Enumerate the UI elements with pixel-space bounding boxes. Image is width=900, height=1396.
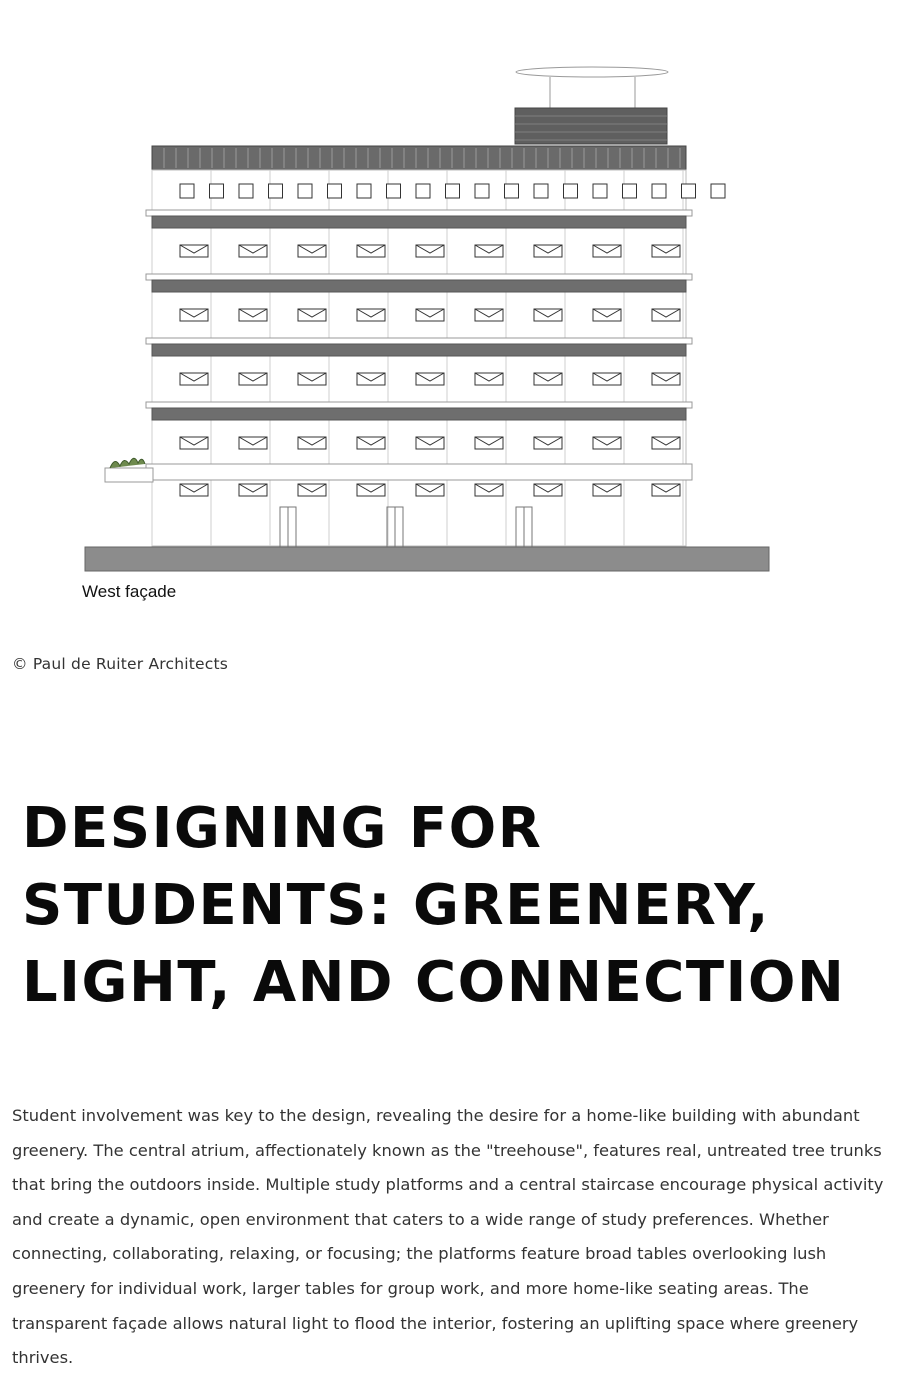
- window: [475, 245, 503, 257]
- window: [239, 184, 253, 198]
- window: [475, 184, 489, 198]
- window: [475, 373, 503, 385]
- window: [298, 184, 312, 198]
- window: [475, 437, 503, 449]
- west-facade-elevation-drawing: [80, 60, 780, 580]
- window: [652, 373, 680, 385]
- window: [298, 309, 326, 321]
- window: [534, 309, 562, 321]
- window: [534, 373, 562, 385]
- window: [623, 184, 637, 198]
- window: [357, 484, 385, 496]
- window: [593, 184, 607, 198]
- photo-credit: © Paul de Ruiter Architects: [12, 655, 229, 673]
- window: [180, 184, 194, 198]
- window: [593, 373, 621, 385]
- window: [475, 484, 503, 496]
- window: [652, 184, 666, 198]
- section-headline: DESIGNING FOR STUDENTS: GREENERY, LIGHT, AND CONNECTION: [22, 796, 846, 1015]
- floor-band-2: [152, 280, 686, 292]
- floor-band-3: [152, 344, 686, 356]
- building-body: [146, 170, 725, 547]
- drawing-caption: West façade: [82, 582, 177, 601]
- window: [239, 484, 267, 496]
- window: [505, 184, 519, 198]
- roof-canopy: [516, 67, 668, 108]
- podium-slab: [146, 464, 692, 480]
- window: [534, 184, 548, 198]
- floor-slab-2: [146, 274, 692, 280]
- window: [534, 245, 562, 257]
- roof-parapet: [152, 146, 686, 170]
- window: [711, 184, 725, 198]
- floor-slab-3: [146, 338, 692, 344]
- window: [475, 309, 503, 321]
- window: [652, 484, 680, 496]
- window: [357, 437, 385, 449]
- window: [180, 373, 208, 385]
- window: [416, 373, 444, 385]
- window: [357, 245, 385, 257]
- window: [652, 437, 680, 449]
- window: [446, 184, 460, 198]
- window: [298, 484, 326, 496]
- window: [593, 245, 621, 257]
- window: [416, 184, 430, 198]
- window: [357, 373, 385, 385]
- floor-slab-4: [146, 402, 692, 408]
- floor-slab-1: [146, 210, 692, 216]
- window: [180, 437, 208, 449]
- window: [357, 309, 385, 321]
- ground-plinth: [85, 547, 769, 571]
- window: [269, 184, 283, 198]
- window: [593, 484, 621, 496]
- window: [298, 245, 326, 257]
- window: [239, 437, 267, 449]
- window: [416, 437, 444, 449]
- window: [416, 309, 444, 321]
- window: [652, 309, 680, 321]
- window: [416, 245, 444, 257]
- window: [387, 184, 401, 198]
- window: [593, 309, 621, 321]
- window: [534, 484, 562, 496]
- roof-plant-room: [515, 108, 667, 144]
- terrace-planter: [105, 458, 153, 482]
- window: [682, 184, 696, 198]
- window: [298, 373, 326, 385]
- window: [534, 437, 562, 449]
- window: [652, 245, 680, 257]
- window: [239, 245, 267, 257]
- window: [180, 484, 208, 496]
- floor-band-4: [152, 408, 686, 420]
- window: [210, 184, 224, 198]
- window: [564, 184, 578, 198]
- window: [239, 373, 267, 385]
- window: [328, 184, 342, 198]
- floor-band-1: [152, 216, 686, 228]
- window: [239, 309, 267, 321]
- window: [593, 437, 621, 449]
- window: [298, 437, 326, 449]
- article-body-paragraph: Student involvement was key to the design, revealing the desire for a home-like building with abundant greenery. The central atrium, affectionately known as the "treehouse", features real, untreated tree trunks that bring the outdoors inside. Multiple study platforms and a central staircase encourage physical activity and create a dynamic, open environment that caters to a wide range of study preferences. Whether connecting, collaborating, relaxing, or focusing; the platforms feature broad tables overlooking lush greenery for individual work, larger tables for group work, and more home-like seating areas. The transparent façade allows natural light to flood the interior, fostering an uplifting space where greenery thrives.: [12, 1106, 884, 1368]
- window: [416, 484, 444, 496]
- window: [180, 309, 208, 321]
- window: [357, 184, 371, 198]
- window: [180, 245, 208, 257]
